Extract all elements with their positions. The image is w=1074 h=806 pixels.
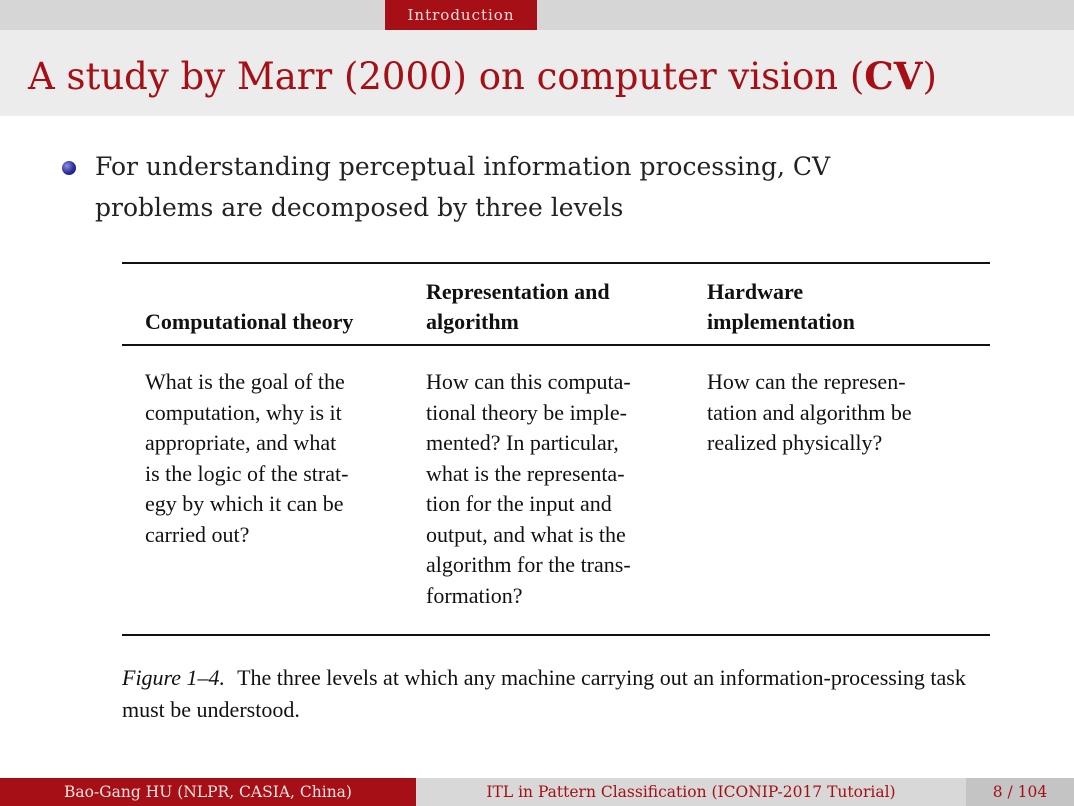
caption-text: The three levels at which any machine carrying out an information-processing task must be understood. bbox=[122, 665, 966, 722]
cell-representation-algorithm: How can this computa- tional theory be imple- mented? In particular, what is the representa- tion for the input and output, and what is the algorithm for the trans- formation? bbox=[426, 369, 631, 608]
cell-computational-theory: What is the goal of the computation, why is it appropriate, and what is the logic of the strat- egy by which it can be carried out? bbox=[145, 369, 349, 547]
title-text: A study by Marr (2000) on computer vision ( bbox=[28, 55, 865, 98]
header-representation-algorithm: Representation and algorithm bbox=[426, 279, 610, 334]
header-hardware-implementation: Hardware implementation bbox=[707, 279, 855, 334]
slide-title bbox=[28, 54, 937, 98]
figure-caption bbox=[122, 662, 990, 726]
cell-hardware-implementation: How can the represen- tation and algorithm be realized physically? bbox=[707, 369, 912, 455]
table-header-rule bbox=[122, 344, 990, 346]
slide-title-bar bbox=[0, 30, 1074, 116]
table-top-rule bbox=[122, 262, 990, 264]
bullet-text: For understanding perceptual information processing, CV problems are decomposed by three levels bbox=[95, 152, 831, 222]
caption-label: Figure 1–4. bbox=[122, 665, 226, 690]
top-navigation-bar bbox=[0, 0, 1074, 30]
title-bold: CV bbox=[864, 54, 923, 98]
footer-author: Bao-Gang HU (NLPR, CASIA, China) bbox=[0, 778, 416, 806]
footer-page-number: 8 / 104 bbox=[966, 778, 1074, 806]
title-close: ) bbox=[922, 55, 937, 98]
footer-bar bbox=[0, 778, 1074, 806]
footer-talk-title: ITL in Pattern Classification (ICONIP-2017 Tutorial) bbox=[416, 778, 966, 806]
bullet-icon bbox=[62, 161, 76, 175]
section-tab[interactable]: Introduction bbox=[385, 0, 537, 30]
header-computational-theory: Computational theory bbox=[145, 309, 354, 334]
table-bottom-rule bbox=[122, 634, 990, 636]
